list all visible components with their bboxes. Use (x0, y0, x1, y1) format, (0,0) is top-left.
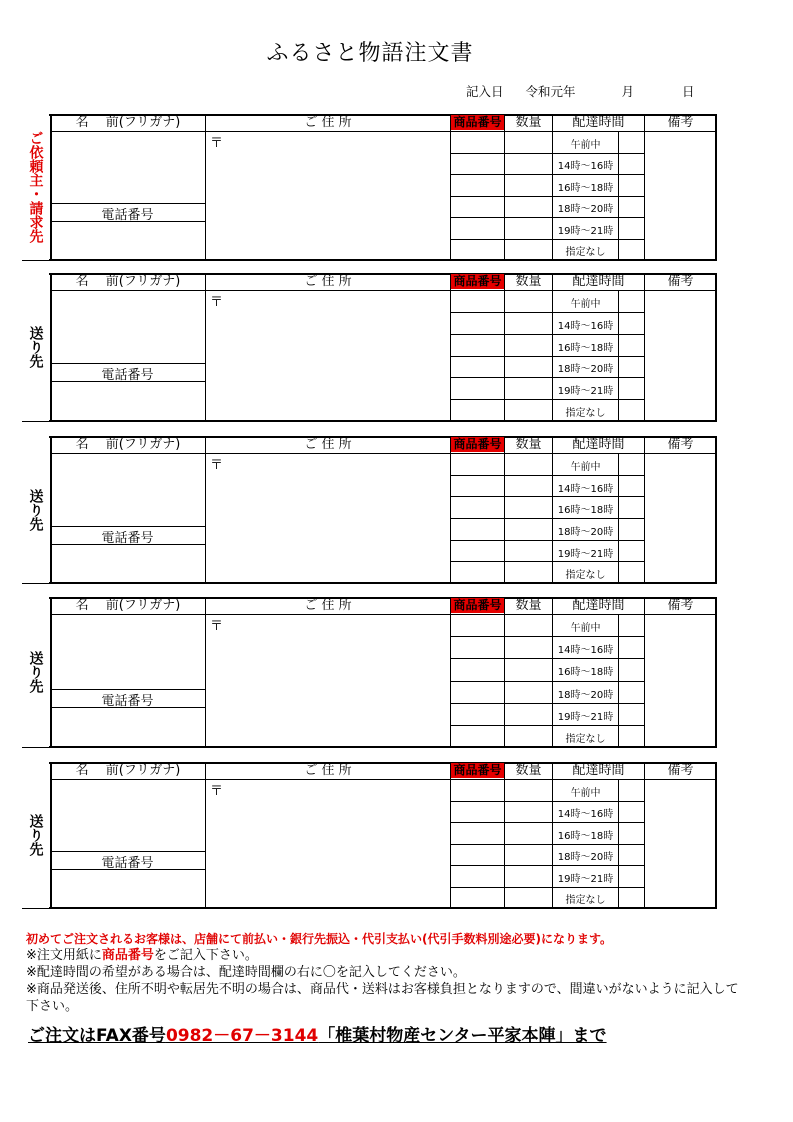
delivery-time-note: ※配達時間の希望がある場合は、配達時間欄の右に〇を記入してください。 (26, 965, 466, 980)
product-code-field[interactable] (451, 637, 504, 657)
notes (26, 930, 746, 1015)
address-field[interactable] (206, 291, 450, 420)
time-slot-label: 16時～18時 (557, 182, 614, 194)
entry-date-month: 月 (621, 84, 634, 99)
grid-vline (715, 762, 717, 909)
time-slot-label: 18時～20時 (557, 526, 614, 538)
product-code-field[interactable] (451, 313, 504, 333)
grid-vline (715, 273, 717, 422)
time-slot-check-field[interactable] (619, 541, 644, 561)
quantity-field[interactable] (505, 704, 552, 724)
first-time-note: 初めてご注文されるお客様は、店舗にて前払い・銀行先振込・代引支払い(代引手数料別途必要)になります。 (26, 932, 613, 946)
postal-mark: 〒 (210, 458, 224, 473)
time-slot-label: 指定なし (565, 247, 606, 259)
time-slot-check-field[interactable] (619, 218, 644, 238)
quantity-field[interactable] (505, 845, 552, 865)
header-quantity: 数量 (515, 115, 542, 130)
quantity-field[interactable] (505, 132, 552, 152)
time-slot-label: 午前中 (570, 623, 601, 635)
product-code-field[interactable] (451, 541, 504, 561)
header-remarks: 備考 (667, 437, 694, 452)
product-code-field[interactable] (451, 454, 504, 474)
time-slot-label: 14時～16時 (557, 645, 614, 657)
product-code-field[interactable] (451, 335, 504, 355)
quantity-field[interactable] (505, 240, 552, 260)
time-slot-label: 18時～20時 (557, 852, 614, 864)
time-slot-label: 午前中 (570, 461, 601, 473)
time-slot-check-field[interactable] (619, 335, 644, 355)
time-slot-label: 16時～18時 (557, 342, 614, 354)
header-delivery-time: 配達時間 (572, 115, 625, 130)
header-quantity: 数量 (515, 763, 542, 778)
phone-label: 電話番号 (101, 856, 154, 871)
product-code-field[interactable] (451, 218, 504, 238)
quantity-field[interactable] (505, 357, 552, 377)
quantity-field[interactable] (505, 682, 552, 702)
grid-hline (22, 420, 716, 422)
time-slot-check-field[interactable] (619, 197, 644, 217)
phone-field[interactable] (51, 382, 205, 420)
remarks-field[interactable] (645, 454, 715, 582)
block-side-label (22, 597, 49, 747)
product-code-field[interactable] (451, 378, 504, 398)
postal-mark: 〒 (210, 784, 224, 799)
time-slot-check-field[interactable] (619, 780, 644, 800)
page-title: ふるさと物語注文書 (266, 41, 474, 66)
time-slot-label: 19時～21時 (557, 225, 614, 237)
grid-hline (22, 746, 716, 748)
header-remarks: 備考 (667, 115, 694, 130)
header-remarks: 備考 (667, 274, 694, 289)
product-code-field[interactable] (451, 197, 504, 217)
time-slot-check-field[interactable] (619, 132, 644, 152)
header-name: 名 前(フリガナ) (75, 437, 181, 452)
time-slot-label: 指定なし (565, 408, 606, 420)
address-field[interactable] (206, 132, 450, 259)
time-slot-check-field[interactable] (619, 291, 644, 311)
time-slot-label: 18時～20時 (557, 364, 614, 376)
shipping-note: ※商品発送後、住所不明や転居先不明の場合は、商品代・送料はお客様負担となりますので、間違いがないように記入して下さい。 (26, 982, 739, 1014)
header-quantity: 数量 (515, 437, 542, 452)
product-code-field[interactable] (451, 845, 504, 865)
time-slot-label: 指定なし (565, 733, 606, 745)
grid-hline (22, 907, 716, 909)
postal-mark: 〒 (210, 295, 224, 310)
time-slot-label: 19時～21時 (557, 386, 614, 398)
quantity-field[interactable] (505, 197, 552, 217)
address-field[interactable] (206, 454, 450, 582)
time-slot-check-field[interactable] (619, 454, 644, 474)
remarks-field[interactable] (645, 780, 715, 907)
time-slot-check-field[interactable] (619, 519, 644, 539)
order-block (22, 114, 716, 260)
time-slot-check-field[interactable] (619, 357, 644, 377)
header-product-code: 商品番号 (451, 763, 504, 778)
header-product-code: 商品番号 (451, 115, 504, 130)
product-code-field[interactable] (451, 291, 504, 311)
order-block (22, 762, 716, 908)
block-side-label-text: 送り先 (27, 326, 44, 368)
time-slot-label: 19時～21時 (557, 873, 614, 885)
quantity-field[interactable] (505, 497, 552, 517)
time-slot-label: 午前中 (570, 298, 601, 310)
product-code-field[interactable] (451, 726, 504, 746)
time-slot-check-field[interactable] (619, 476, 644, 496)
quantity-field[interactable] (505, 175, 552, 195)
block-side-label-text: 送り先 (27, 814, 44, 856)
time-slot-check-field[interactable] (619, 726, 644, 746)
quantity-field[interactable] (505, 659, 552, 679)
product-code-field[interactable] (451, 888, 504, 908)
product-code-field[interactable] (451, 240, 504, 260)
quantity-field[interactable] (505, 400, 552, 420)
name-field[interactable] (51, 454, 205, 526)
time-slot-label: 19時～21時 (557, 711, 614, 723)
header-address: ご 住 所 (304, 598, 352, 613)
time-slot-label: 14時～16時 (557, 483, 614, 495)
quantity-field[interactable] (505, 291, 552, 311)
time-slot-check-field[interactable] (619, 615, 644, 635)
product-code-field[interactable] (451, 866, 504, 886)
block-side-label-text: ご依頼主・請求先 (27, 131, 44, 243)
header-remarks: 備考 (667, 598, 694, 613)
block-side-label-text: 送り先 (27, 488, 44, 531)
time-slot-check-field[interactable] (619, 866, 644, 886)
time-slot-check-field[interactable] (619, 802, 644, 822)
quantity-field[interactable] (505, 454, 552, 474)
quantity-field[interactable] (505, 823, 552, 843)
time-slot-label: 午前中 (570, 139, 601, 151)
phone-label: 電話番号 (101, 530, 154, 546)
entry-date-line (466, 82, 694, 100)
product-code-field[interactable] (451, 497, 504, 517)
quantity-field[interactable] (505, 519, 552, 539)
name-field[interactable] (51, 780, 205, 851)
product-code-field[interactable] (451, 175, 504, 195)
header-name: 名 前(フリガナ) (75, 598, 181, 613)
time-slot-label: 19時～21時 (557, 548, 614, 560)
quantity-field[interactable] (505, 780, 552, 800)
header-product-code: 商品番号 (451, 437, 504, 452)
time-slot-check-field[interactable] (619, 682, 644, 702)
fax-number: 0982－67－3144 (165, 1026, 319, 1046)
name-field[interactable] (51, 132, 205, 203)
header-address: ご 住 所 (304, 274, 352, 289)
time-slot-check-field[interactable] (619, 154, 644, 174)
remarks-field[interactable] (645, 132, 715, 259)
quantity-field[interactable] (505, 615, 552, 635)
block-side-label (22, 114, 49, 260)
quantity-field[interactable] (505, 541, 552, 561)
phone-field[interactable] (51, 708, 205, 746)
order-block (22, 597, 716, 747)
fax-line: ご注文はFAX番号0982－67－3144「椎葉村物産センター平家本陣」まで (28, 1026, 607, 1046)
header-remarks: 備考 (667, 763, 694, 778)
block-side-label (22, 273, 49, 421)
time-slot-check-field[interactable] (619, 845, 644, 865)
order-block (22, 273, 716, 421)
quantity-field[interactable] (505, 378, 552, 398)
time-slot-check-field[interactable] (619, 240, 644, 260)
header-quantity: 数量 (515, 274, 542, 289)
time-slot-label: 指定なし (565, 895, 606, 907)
quantity-field[interactable] (505, 154, 552, 174)
header-delivery-time: 配達時間 (572, 274, 625, 289)
quantity-field[interactable] (505, 313, 552, 333)
time-slot-check-field[interactable] (619, 313, 644, 333)
header-address: ご 住 所 (304, 763, 352, 778)
time-slot-label: 16時～18時 (557, 830, 614, 842)
remarks-field[interactable] (645, 615, 715, 746)
header-product-code: 商品番号 (451, 598, 504, 613)
entry-date-era: 令和元年 (525, 84, 576, 99)
header-name: 名 前(フリガナ) (75, 763, 181, 778)
product-code-field[interactable] (451, 400, 504, 420)
product-code-field[interactable] (451, 802, 504, 822)
entry-date-day: 日 (681, 84, 695, 99)
product-code-note: ※注文用紙に商品番号をご記入下さい。 (26, 948, 258, 963)
quantity-field[interactable] (505, 637, 552, 657)
header-delivery-time: 配達時間 (572, 763, 625, 778)
product-code-field[interactable] (451, 154, 504, 174)
address-field[interactable] (206, 615, 450, 746)
header-name: 名 前(フリガナ) (75, 274, 181, 289)
phone-label: 電話番号 (101, 693, 154, 709)
phone-label: 電話番号 (101, 208, 154, 223)
header-delivery-time: 配達時間 (572, 437, 625, 452)
quantity-field[interactable] (505, 335, 552, 355)
phone-label: 電話番号 (101, 368, 154, 384)
postal-mark: 〒 (210, 136, 224, 151)
grid-hline (22, 259, 716, 261)
time-slot-label: 16時～18時 (557, 667, 614, 679)
quantity-field[interactable] (505, 866, 552, 886)
time-slot-check-field[interactable] (619, 704, 644, 724)
header-delivery-time: 配達時間 (572, 598, 625, 613)
product-code-field[interactable] (451, 615, 504, 635)
time-slot-check-field[interactable] (619, 888, 644, 908)
time-slot-label: 午前中 (570, 787, 601, 799)
order-block (22, 436, 716, 583)
phone-field[interactable] (51, 222, 205, 259)
product-code-field[interactable] (451, 562, 504, 582)
time-slot-label: 14時～16時 (557, 320, 614, 332)
time-slot-label: 指定なし (565, 570, 606, 582)
grid-vline (715, 114, 717, 261)
entry-date-label: 記入日 (466, 84, 504, 99)
postal-mark: 〒 (210, 619, 224, 634)
header-name: 名 前(フリガナ) (75, 115, 181, 130)
header-address: ご 住 所 (304, 115, 352, 130)
quantity-field[interactable] (505, 218, 552, 238)
quantity-field[interactable] (505, 888, 552, 908)
block-side-label-text: 送り先 (27, 651, 44, 693)
product-code-field[interactable] (451, 704, 504, 724)
block-side-label (22, 436, 49, 583)
header-quantity: 数量 (515, 598, 542, 613)
quantity-field[interactable] (505, 726, 552, 746)
time-slot-label: 14時～16時 (557, 809, 614, 821)
quantity-field[interactable] (505, 476, 552, 496)
phone-field[interactable] (51, 870, 205, 907)
time-slot-check-field[interactable] (619, 659, 644, 679)
time-slot-label: 16時～18時 (557, 505, 614, 517)
name-field[interactable] (51, 615, 205, 689)
product-code-field[interactable] (451, 519, 504, 539)
header-product-code: 商品番号 (451, 274, 504, 289)
product-code-field[interactable] (451, 682, 504, 702)
time-slot-check-field[interactable] (619, 823, 644, 843)
block-side-label (22, 762, 49, 908)
product-code-field[interactable] (451, 357, 504, 377)
time-slot-label: 18時～20時 (557, 689, 614, 701)
header-address: ご 住 所 (304, 437, 352, 452)
quantity-field[interactable] (505, 802, 552, 822)
product-code-field[interactable] (451, 780, 504, 800)
time-slot-label: 14時～16時 (557, 161, 614, 173)
product-code-field[interactable] (451, 476, 504, 496)
time-slot-check-field[interactable] (619, 562, 644, 582)
product-code-field[interactable] (451, 823, 504, 843)
grid-vline (715, 597, 717, 748)
time-slot-check-field[interactable] (619, 400, 644, 420)
time-slot-check-field[interactable] (619, 378, 644, 398)
time-slot-check-field[interactable] (619, 175, 644, 195)
phone-field[interactable] (51, 545, 205, 582)
time-slot-check-field[interactable] (619, 637, 644, 657)
time-slot-label: 18時～20時 (557, 204, 614, 216)
quantity-field[interactable] (505, 562, 552, 582)
address-field[interactable] (206, 780, 450, 907)
time-slot-check-field[interactable] (619, 497, 644, 517)
product-code-field[interactable] (451, 132, 504, 152)
product-code-field[interactable] (451, 659, 504, 679)
remarks-field[interactable] (645, 291, 715, 420)
grid-vline (715, 436, 717, 584)
name-field[interactable] (51, 291, 205, 363)
grid-hline (22, 582, 716, 584)
